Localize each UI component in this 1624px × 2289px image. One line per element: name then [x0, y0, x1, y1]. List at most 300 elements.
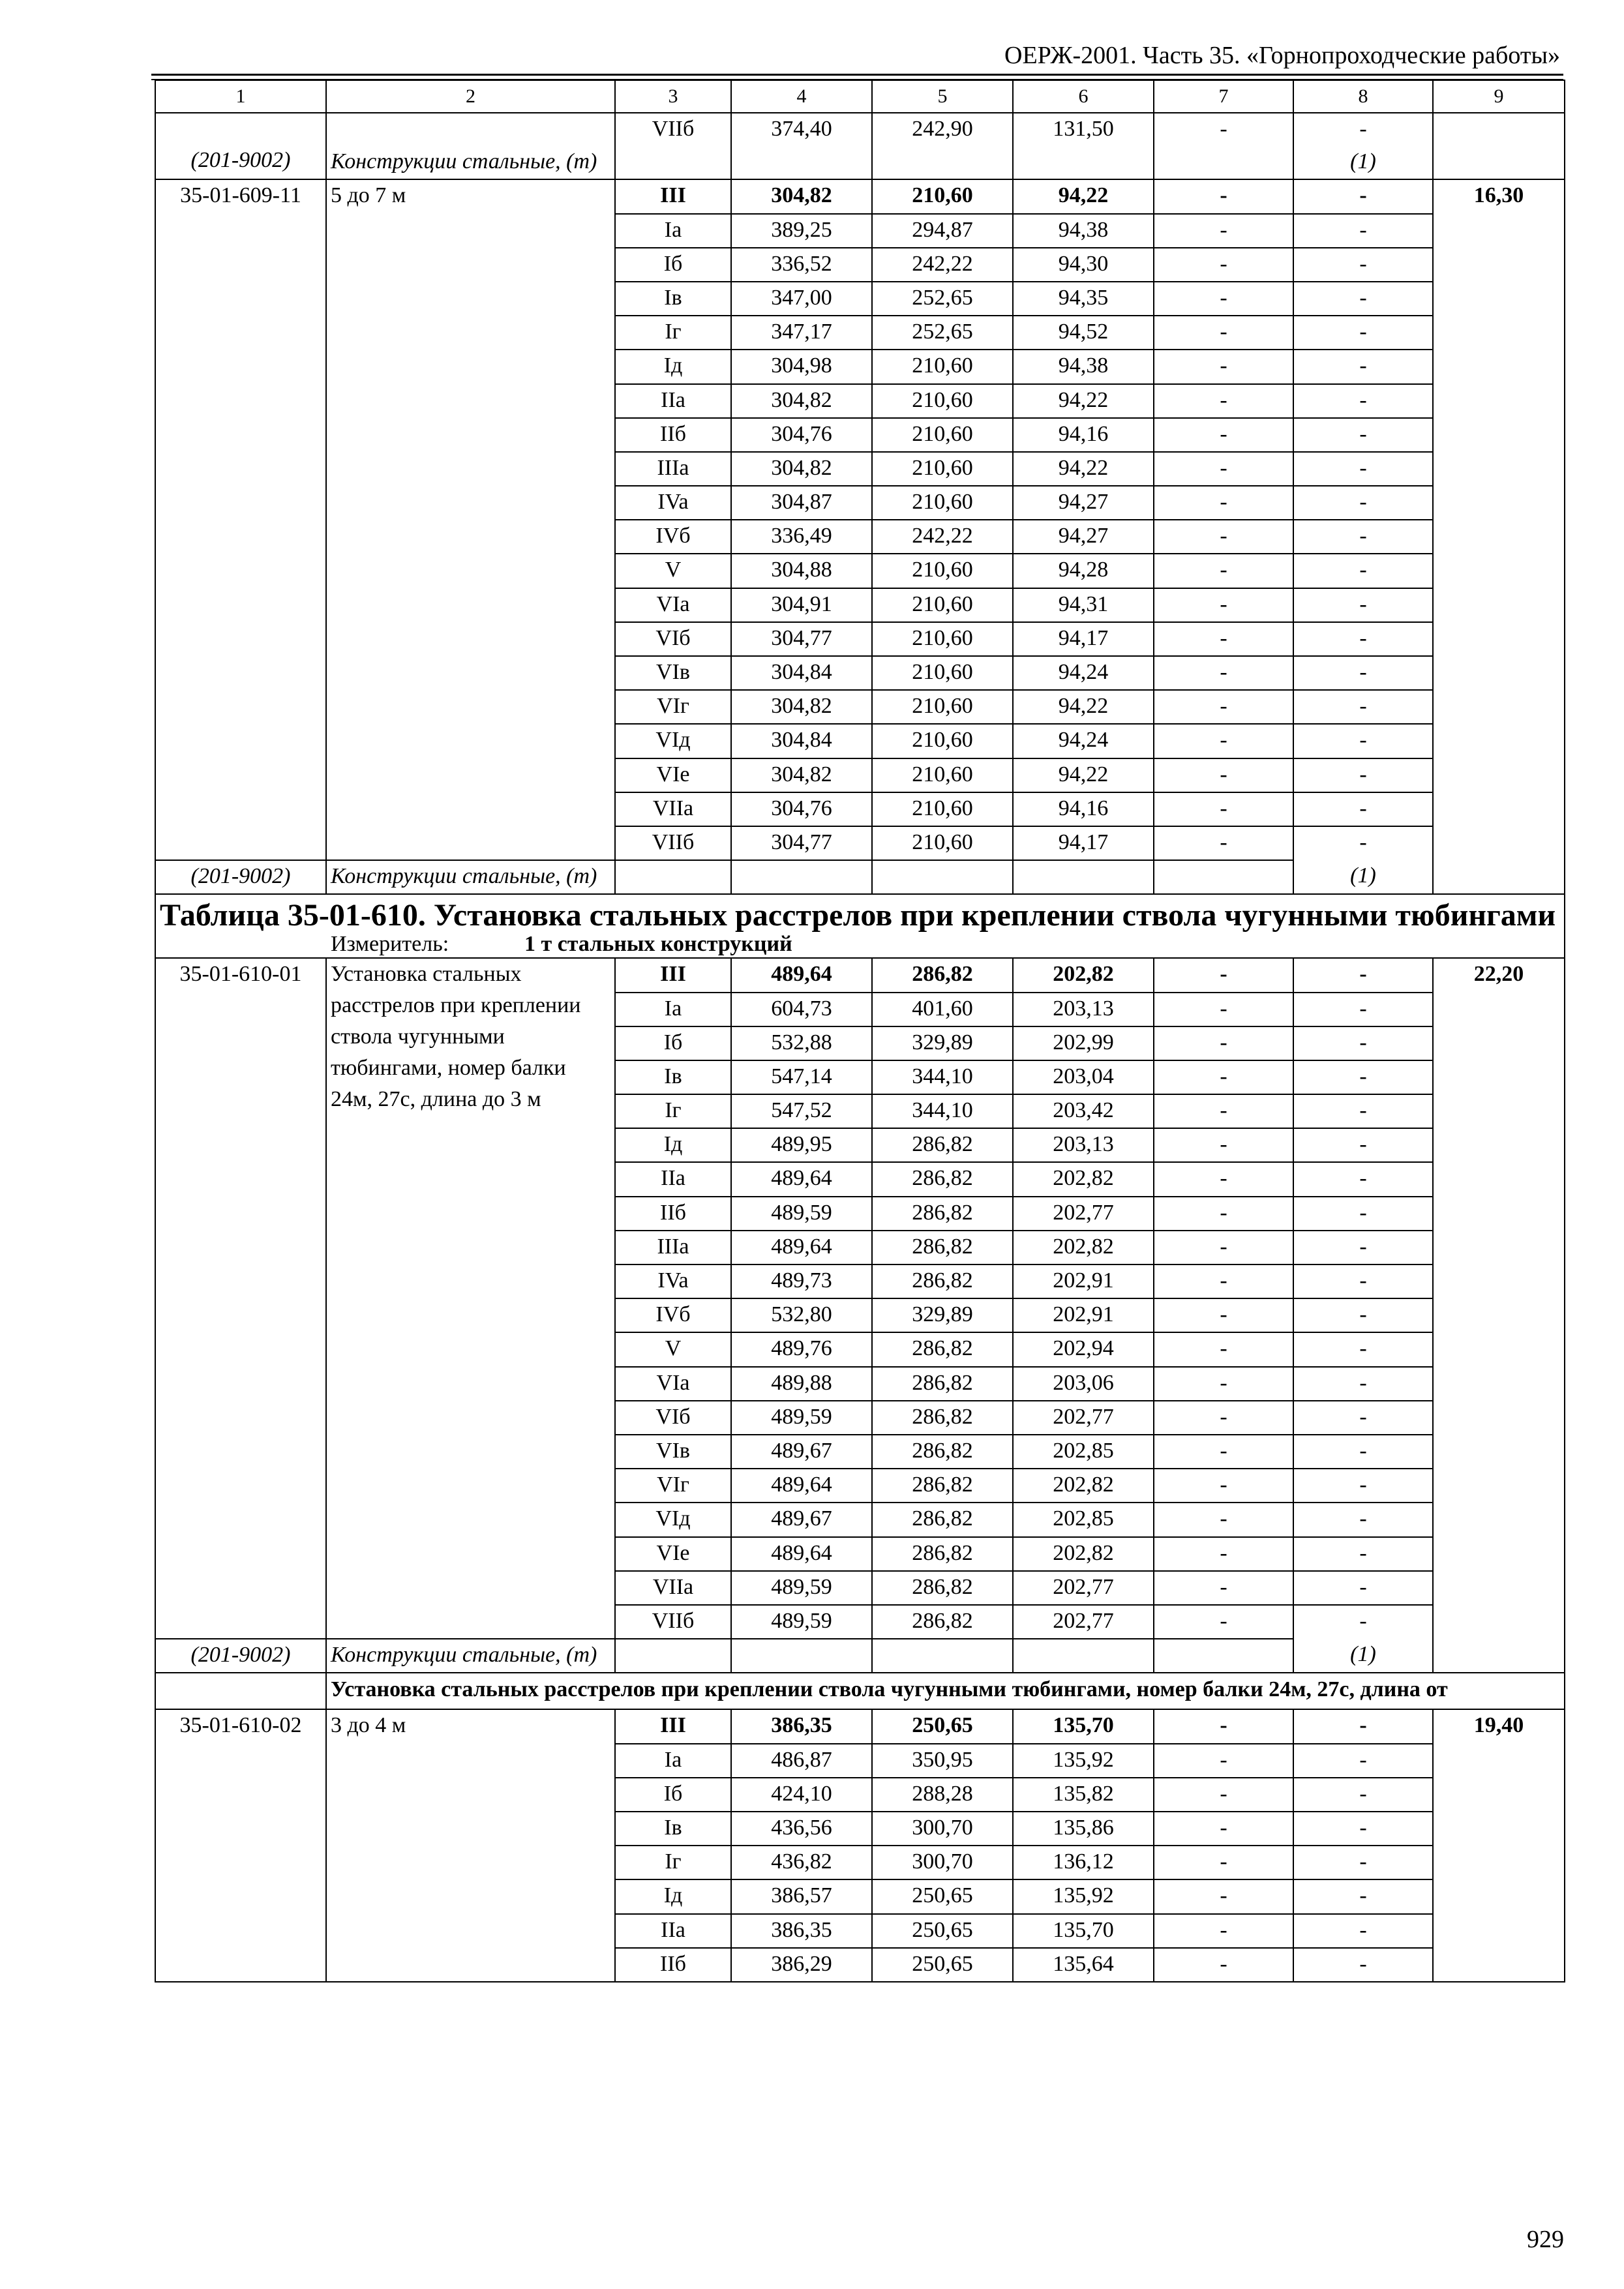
machine-cost-cell: 202,77: [1013, 1605, 1154, 1639]
col7-cell: -: [1154, 1197, 1293, 1231]
machine-cost-cell: 94,38: [1013, 350, 1154, 383]
empty-cell: [872, 860, 1013, 894]
measure-label: Измеритель:: [331, 932, 449, 957]
category-cell: Iд: [615, 1879, 731, 1913]
labor-cost-cell: 286,82: [872, 1231, 1013, 1264]
category-cell: Iв: [615, 1812, 731, 1846]
col7-cell: -: [1154, 1026, 1293, 1060]
measure-line: [160, 931, 1560, 957]
col8-cell: -: [1293, 1231, 1433, 1264]
table-row: [155, 1709, 1565, 1743]
col7-cell: -: [1154, 520, 1293, 554]
machine-cost-cell: 94,22: [1013, 384, 1154, 418]
labor-cost-cell: 286,82: [872, 1435, 1013, 1469]
resource-name: Конструкции стальные, (т): [326, 146, 615, 179]
total-cost-cell: 489,67: [731, 1435, 872, 1469]
labor-cost-cell: 250,65: [872, 1914, 1013, 1948]
labor-cost-cell: 210,60: [872, 179, 1013, 213]
empty-cell: [615, 146, 731, 179]
col7-cell: -: [1154, 1709, 1293, 1743]
category-cell: IVa: [615, 1264, 731, 1298]
machine-cost-cell: 135,64: [1013, 1948, 1154, 1982]
labor-cost-cell: 242,90: [872, 113, 1013, 146]
col8-cell: -: [1293, 1778, 1433, 1812]
col7-cell: -: [1154, 1094, 1293, 1128]
labor-cost-cell: 286,82: [872, 1571, 1013, 1605]
category-cell: Iб: [615, 1778, 731, 1812]
col7-cell: -: [1154, 1060, 1293, 1094]
col8-cell: -: [1293, 1026, 1433, 1060]
col8-cell: -: [1293, 1128, 1433, 1162]
col7-cell: -: [1154, 1264, 1293, 1298]
total-cost-cell: 489,76: [731, 1332, 872, 1366]
total-cost-cell: 386,35: [731, 1709, 872, 1743]
resource-code: (201-9002): [190, 148, 291, 172]
category-cell: Ia: [615, 993, 731, 1026]
total-cost-cell: 489,59: [731, 1605, 872, 1639]
category-cell: IIIa: [615, 452, 731, 486]
total-cost-cell: 304,88: [731, 554, 872, 588]
machine-cost-cell: 135,92: [1013, 1879, 1154, 1913]
machine-cost-cell: 203,04: [1013, 1060, 1154, 1094]
machine-cost-cell: 136,12: [1013, 1846, 1154, 1879]
col7-cell: -: [1154, 452, 1293, 486]
rate-code: 35-01-609-11: [155, 179, 326, 860]
column-number: 2: [326, 80, 615, 113]
col8-cell: -: [1293, 316, 1433, 350]
resource-quantity: (1): [1293, 146, 1433, 179]
measure-value: 1 т стальных конструкций: [524, 932, 792, 957]
empty-cell: [1154, 1639, 1293, 1673]
machine-cost-cell: 202,99: [1013, 1026, 1154, 1060]
labor-cost-cell: 286,82: [872, 1367, 1013, 1401]
labor-cost-cell: 210,60: [872, 826, 1013, 860]
category-cell: Iд: [615, 1128, 731, 1162]
category-cell: VIa: [615, 1367, 731, 1401]
col7-cell: -: [1154, 1778, 1293, 1812]
category-cell: VIIa: [615, 1571, 731, 1605]
empty-cell: [1013, 146, 1154, 179]
total-cost-cell: 304,76: [731, 792, 872, 826]
col8-cell: -: [1293, 248, 1433, 282]
total-cost-cell: 304,84: [731, 656, 872, 690]
labor-cost-cell: 252,65: [872, 316, 1013, 350]
labor-cost-cell: 210,60: [872, 588, 1013, 622]
category-cell: IIa: [615, 1162, 731, 1196]
col7-cell: -: [1154, 179, 1293, 213]
table-title-row: [155, 894, 1565, 958]
col7-cell: -: [1154, 1503, 1293, 1536]
total-cost-cell: 489,59: [731, 1401, 872, 1435]
empty-cell: [1013, 860, 1154, 894]
col7-cell: -: [1154, 690, 1293, 724]
labor-hours-cell: [1433, 113, 1565, 179]
machine-cost-cell: 94,28: [1013, 554, 1154, 588]
header-rule: [151, 74, 1563, 76]
machine-cost-cell: 94,38: [1013, 214, 1154, 248]
machine-cost-cell: 202,82: [1013, 1162, 1154, 1196]
col7-cell: -: [1154, 1571, 1293, 1605]
col8-cell: -: [1293, 1435, 1433, 1469]
total-cost-cell: 489,64: [731, 1469, 872, 1503]
machine-cost-cell: 135,82: [1013, 1778, 1154, 1812]
col7-cell: -: [1154, 418, 1293, 452]
empty-cell: [615, 860, 731, 894]
labor-cost-cell: 286,82: [872, 958, 1013, 992]
total-cost-cell: 304,82: [731, 452, 872, 486]
machine-cost-cell: 202,82: [1013, 958, 1154, 992]
resource-name: Конструкции стальные, (т): [326, 1639, 615, 1673]
total-cost-cell: 489,64: [731, 958, 872, 992]
total-cost-cell: 389,25: [731, 214, 872, 248]
total-cost-cell: 489,59: [731, 1197, 872, 1231]
col7-cell: -: [1154, 1128, 1293, 1162]
category-cell: IIa: [615, 1914, 731, 1948]
col7-cell: -: [1154, 350, 1293, 383]
labor-cost-cell: 286,82: [872, 1197, 1013, 1231]
labor-cost-cell: 210,60: [872, 622, 1013, 656]
total-cost-cell: 386,57: [731, 1879, 872, 1913]
labor-cost-cell: 286,82: [872, 1503, 1013, 1536]
resource-name: Конструкции стальные, (т): [326, 860, 615, 894]
category-cell: VIe: [615, 1537, 731, 1571]
col8-cell: -: [1293, 1846, 1433, 1879]
total-cost-cell: 489,64: [731, 1162, 872, 1196]
col7-cell: -: [1154, 1469, 1293, 1503]
total-cost-cell: 304,76: [731, 418, 872, 452]
machine-cost-cell: 94,27: [1013, 520, 1154, 554]
col8-cell: -: [1293, 1060, 1433, 1094]
col8-cell: -: [1293, 214, 1433, 248]
empty-cell: [1154, 146, 1293, 179]
total-cost-cell: 489,88: [731, 1367, 872, 1401]
category-cell: Iв: [615, 282, 731, 316]
total-cost-cell: 386,35: [731, 1914, 872, 1948]
total-cost-cell: 436,56: [731, 1812, 872, 1846]
total-cost-cell: 532,88: [731, 1026, 872, 1060]
labor-cost-cell: 210,60: [872, 656, 1013, 690]
total-cost-cell: 336,52: [731, 248, 872, 282]
col8-cell: -: [1293, 1298, 1433, 1332]
col8-cell: -: [1293, 826, 1433, 860]
category-cell: Ia: [615, 1744, 731, 1778]
category-cell: VIд: [615, 724, 731, 758]
empty-cell: [155, 1673, 326, 1709]
machine-cost-cell: 94,22: [1013, 690, 1154, 724]
total-cost-cell: 304,82: [731, 179, 872, 213]
labor-cost-cell: 210,60: [872, 758, 1013, 792]
col7-cell: -: [1154, 1744, 1293, 1778]
col7-cell: -: [1154, 758, 1293, 792]
machine-cost-cell: 94,35: [1013, 282, 1154, 316]
col8-cell: -: [1293, 1332, 1433, 1366]
col8-cell: -: [1293, 1879, 1433, 1913]
col7-cell: -: [1154, 958, 1293, 992]
col7-cell: -: [1154, 214, 1293, 248]
labor-cost-cell: 294,87: [872, 214, 1013, 248]
col8-cell: -: [1293, 724, 1433, 758]
rates-table-body: [155, 80, 1565, 1982]
machine-cost-cell: 203,06: [1013, 1367, 1154, 1401]
total-cost-cell: 489,64: [731, 1537, 872, 1571]
total-cost-cell: 532,80: [731, 1298, 872, 1332]
category-cell: Ia: [615, 214, 731, 248]
labor-cost-cell: 344,10: [872, 1094, 1013, 1128]
labor-cost-cell: 210,60: [872, 384, 1013, 418]
total-cost-cell: 304,82: [731, 690, 872, 724]
column-number: 9: [1433, 80, 1565, 113]
page-header-title: ОЕРЖ-2001. Часть 35. «Горнопроходческие работы»: [1004, 42, 1560, 69]
col8-cell: -: [1293, 1503, 1433, 1536]
category-cell: Iд: [615, 350, 731, 383]
total-cost-cell: 347,00: [731, 282, 872, 316]
col8-cell: -: [1293, 1744, 1433, 1778]
total-cost-cell: 304,98: [731, 350, 872, 383]
category-cell: Iг: [615, 1846, 731, 1879]
category-cell: Iв: [615, 1060, 731, 1094]
category-cell: Iг: [615, 316, 731, 350]
empty-cell: [1013, 1639, 1154, 1673]
total-cost-cell: 304,82: [731, 384, 872, 418]
machine-cost-cell: 202,77: [1013, 1571, 1154, 1605]
category-cell: VIa: [615, 588, 731, 622]
subtitle-row: [155, 1673, 1565, 1709]
col8-cell: -: [1293, 588, 1433, 622]
total-cost-cell: 424,10: [731, 1778, 872, 1812]
machine-cost-cell: 202,85: [1013, 1503, 1154, 1536]
rate-description: Установка стальных расстрелов при креплении ствола чугунными тюбингами, номер балки 24м, 27с, длина до 3 м: [326, 958, 615, 1639]
resource-code: (201-9002): [155, 1639, 326, 1673]
col7-cell: -: [1154, 724, 1293, 758]
labor-cost-cell: 210,60: [872, 792, 1013, 826]
col8-cell: -: [1293, 520, 1433, 554]
total-cost-cell: 489,64: [731, 1231, 872, 1264]
total-cost-cell: 336,49: [731, 520, 872, 554]
rate-description: 3 до 4 м: [326, 1709, 615, 1982]
labor-cost-cell: 286,82: [872, 1537, 1013, 1571]
machine-cost-cell: 94,24: [1013, 656, 1154, 690]
col7-cell: -: [1154, 248, 1293, 282]
col7-cell: -: [1154, 282, 1293, 316]
category-cell: III: [615, 179, 731, 213]
machine-cost-cell: 94,31: [1013, 588, 1154, 622]
labor-cost-cell: 210,60: [872, 554, 1013, 588]
total-cost-cell: 604,73: [731, 993, 872, 1026]
machine-cost-cell: 94,22: [1013, 179, 1154, 213]
labor-cost-cell: 344,10: [872, 1060, 1013, 1094]
col8-cell: -: [1293, 1264, 1433, 1298]
col7-cell: -: [1154, 1435, 1293, 1469]
table-title-text: Таблица 35-01-610. Установка стальных расстрелов при креплении ствола чугунными тюбингами: [160, 898, 1556, 933]
empty-cell: [1154, 860, 1293, 894]
labor-hours-cell: 19,40: [1433, 1709, 1565, 1982]
labor-cost-cell: 210,60: [872, 724, 1013, 758]
col8-cell: -: [1293, 350, 1433, 383]
machine-cost-cell: 202,94: [1013, 1332, 1154, 1366]
resource-quantity: (1): [1293, 860, 1433, 894]
category-cell: VIг: [615, 690, 731, 724]
col8-cell: -: [1293, 1571, 1433, 1605]
machine-cost-cell: 94,16: [1013, 792, 1154, 826]
col8-cell: -: [1293, 1367, 1433, 1401]
machine-cost-cell: 135,70: [1013, 1914, 1154, 1948]
labor-cost-cell: 286,82: [872, 1469, 1013, 1503]
col8-cell: -: [1293, 1197, 1433, 1231]
machine-cost-cell: 203,13: [1013, 1128, 1154, 1162]
machine-cost-cell: 202,91: [1013, 1298, 1154, 1332]
col8-cell: -: [1293, 554, 1433, 588]
col7-cell: -: [1154, 993, 1293, 1026]
column-number: 6: [1013, 80, 1154, 113]
column-number: 7: [1154, 80, 1293, 113]
table-title: [155, 894, 1565, 958]
machine-cost-cell: 94,22: [1013, 452, 1154, 486]
machine-cost-cell: 94,17: [1013, 826, 1154, 860]
labor-cost-cell: 401,60: [872, 993, 1013, 1026]
machine-cost-cell: 202,82: [1013, 1469, 1154, 1503]
labor-cost-cell: 288,28: [872, 1778, 1013, 1812]
col7-cell: -: [1154, 1914, 1293, 1948]
resource-code: (201-9002): [155, 860, 326, 894]
col7-cell: -: [1154, 656, 1293, 690]
col8-cell: -: [1293, 452, 1433, 486]
column-number-row: [155, 80, 1565, 113]
total-cost-cell: 489,73: [731, 1264, 872, 1298]
category-cell: III: [615, 958, 731, 992]
col8-cell: -: [1293, 1812, 1433, 1846]
col8-cell: -: [1293, 1914, 1433, 1948]
col8-cell: -: [1293, 1094, 1433, 1128]
machine-cost-cell: 202,77: [1013, 1197, 1154, 1231]
col7-cell: -: [1154, 1332, 1293, 1366]
resource-row: [155, 146, 1565, 179]
category-cell: V: [615, 554, 731, 588]
col8-cell: -: [1293, 282, 1433, 316]
labor-cost-cell: 300,70: [872, 1812, 1013, 1846]
labor-cost-cell: 250,65: [872, 1709, 1013, 1743]
col8-cell: -: [1293, 1948, 1433, 1982]
total-cost-cell: 489,67: [731, 1503, 872, 1536]
category-cell: VIб: [615, 1401, 731, 1435]
col7-cell: -: [1154, 1879, 1293, 1913]
col7-cell: -: [1154, 826, 1293, 860]
machine-cost-cell: 203,13: [1013, 993, 1154, 1026]
col8-cell: -: [1293, 1162, 1433, 1196]
category-cell: Iг: [615, 1094, 731, 1128]
machine-cost-cell: 94,22: [1013, 758, 1154, 792]
total-cost-cell: 374,40: [731, 113, 872, 146]
machine-cost-cell: 203,42: [1013, 1094, 1154, 1128]
category-cell: VIв: [615, 656, 731, 690]
empty-cell: [731, 860, 872, 894]
col8-cell: -: [1293, 958, 1433, 992]
labor-cost-cell: 242,22: [872, 520, 1013, 554]
category-cell: IIб: [615, 1948, 731, 1982]
col7-cell: -: [1154, 1948, 1293, 1982]
machine-cost-cell: 131,50: [1013, 113, 1154, 146]
category-cell: IIб: [615, 418, 731, 452]
machine-cost-cell: 135,92: [1013, 1744, 1154, 1778]
category-cell: VIIб: [615, 113, 731, 146]
labor-cost-cell: 329,89: [872, 1298, 1013, 1332]
rate-description: 5 до 7 м: [326, 179, 615, 860]
empty-cell: [872, 146, 1013, 179]
category-cell: IVб: [615, 520, 731, 554]
empty-cell: [615, 1639, 731, 1673]
col8-cell: -: [1293, 656, 1433, 690]
machine-cost-cell: 94,52: [1013, 316, 1154, 350]
labor-cost-cell: 210,60: [872, 690, 1013, 724]
resource-row: [155, 860, 1565, 894]
col7-cell: -: [1154, 622, 1293, 656]
col7-cell: -: [1154, 1162, 1293, 1196]
page-number: 929: [1527, 2226, 1564, 2253]
col8-cell: -: [1293, 993, 1433, 1026]
empty-cell: [872, 1639, 1013, 1673]
col7-cell: -: [1154, 1846, 1293, 1879]
total-cost-cell: 436,82: [731, 1846, 872, 1879]
category-cell: IIIa: [615, 1231, 731, 1264]
group-subtitle: Установка стальных расстрелов при креплении ствола чугунными тюбингами, номер балки 24м, 27с, длина от: [326, 1673, 1565, 1709]
empty-cell: [731, 1639, 872, 1673]
category-cell: VIe: [615, 758, 731, 792]
machine-cost-cell: 94,30: [1013, 248, 1154, 282]
labor-cost-cell: 286,82: [872, 1128, 1013, 1162]
col7-cell: -: [1154, 1298, 1293, 1332]
col8-cell: -: [1293, 418, 1433, 452]
col8-cell: -: [1293, 113, 1433, 146]
col7-cell: -: [1154, 1605, 1293, 1639]
col7-cell: -: [1154, 554, 1293, 588]
total-cost-cell: 304,84: [731, 724, 872, 758]
category-cell: IVa: [615, 486, 731, 520]
category-cell: VIIб: [615, 1605, 731, 1639]
machine-cost-cell: 202,77: [1013, 1401, 1154, 1435]
col7-cell: -: [1154, 486, 1293, 520]
col8-cell: -: [1293, 690, 1433, 724]
col7-cell: -: [1154, 1231, 1293, 1264]
col8-cell: -: [1293, 622, 1433, 656]
total-cost-cell: 304,77: [731, 826, 872, 860]
rate-code: [155, 113, 326, 179]
labor-cost-cell: 286,82: [872, 1605, 1013, 1639]
labor-hours-cell: 16,30: [1433, 179, 1565, 894]
total-cost-cell: 304,87: [731, 486, 872, 520]
total-cost-cell: 304,91: [731, 588, 872, 622]
machine-cost-cell: 135,70: [1013, 1709, 1154, 1743]
column-number: 1: [155, 80, 326, 113]
table-row: [155, 113, 1565, 146]
total-cost-cell: 489,59: [731, 1571, 872, 1605]
total-cost-cell: 547,14: [731, 1060, 872, 1094]
machine-cost-cell: 135,86: [1013, 1812, 1154, 1846]
table-row: [155, 958, 1565, 992]
total-cost-cell: 347,17: [731, 316, 872, 350]
machine-cost-cell: 202,82: [1013, 1231, 1154, 1264]
col8-cell: -: [1293, 1537, 1433, 1571]
category-cell: VIIa: [615, 792, 731, 826]
category-cell: VIд: [615, 1503, 731, 1536]
col8-cell: -: [1293, 384, 1433, 418]
total-cost-cell: 486,87: [731, 1744, 872, 1778]
empty-cell: [731, 146, 872, 179]
table-row: [155, 179, 1565, 213]
col7-cell: -: [1154, 1537, 1293, 1571]
labor-cost-cell: 286,82: [872, 1332, 1013, 1366]
category-cell: VIв: [615, 1435, 731, 1469]
category-cell: VIг: [615, 1469, 731, 1503]
labor-cost-cell: 286,82: [872, 1401, 1013, 1435]
